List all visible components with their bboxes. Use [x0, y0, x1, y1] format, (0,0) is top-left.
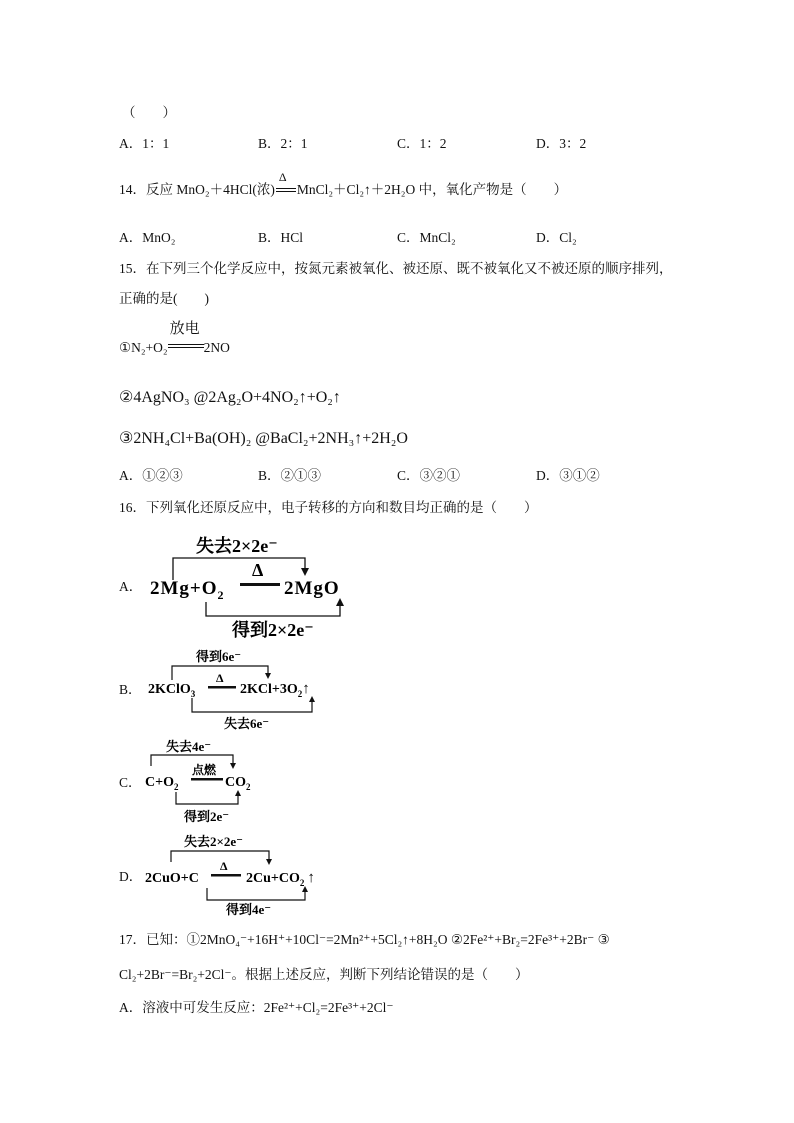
q14-condition-arrow: [275, 170, 297, 197]
q13-option-c: C．1：2: [397, 136, 447, 151]
q15-r1-left: ①N₂+O₂: [119, 340, 168, 355]
q16-option-d-label: D．: [119, 869, 143, 884]
q16a-bottom-bracket: [206, 602, 340, 616]
q16d-delta: Δ: [220, 859, 228, 873]
q16-option-a-diagram: [140, 530, 370, 642]
q16-option-d-diagram: [140, 832, 350, 922]
q15-stem-line2: 正确的是( ): [119, 291, 209, 306]
q14-suffix: 中，氧化产物是（ ）: [415, 182, 568, 197]
q16b-right: $2KCl+3O_2↑$: [240, 681, 310, 699]
q14-delta: Δ: [278, 170, 287, 184]
q14-option-b: B．HCl: [258, 230, 304, 245]
q16a-bottom-arrowhead: [336, 598, 344, 606]
q16a-right: 2MgO: [284, 578, 340, 599]
q14-option-c: C．MnCl₂: [397, 230, 456, 245]
q16d-left: 2CuO+C: [145, 871, 199, 886]
q14-products: MnCl₂＋Cl₂↑＋2H₂O: [296, 182, 416, 197]
q15-stem-line1: 15．在下列三个化学反应中，按氮元素被氧化、被还原、既不被氧化又不被还原的顺序排列，: [119, 261, 673, 276]
q14-stem: [119, 170, 568, 197]
q16c-condition: 点燃: [192, 763, 217, 777]
q16b-left: 2KClO$_3$: [148, 682, 196, 699]
q15-reaction-2: ②4AgNO₃ @2Ag₂O+4NO₂↑+O₂↑: [119, 389, 341, 406]
q15-r1-condition-arrow: [168, 321, 204, 355]
q17-option-a: A．溶液中可发生反应：2Fe²⁺+Cl₂=2Fe³⁺+2Cl⁻: [119, 1000, 394, 1015]
q16-option-c-label: C．: [119, 775, 142, 790]
q16c-top-label: 失去4e⁻: [166, 739, 212, 754]
q16c-left: $C+O_2$: [145, 775, 179, 792]
q16a-top-label: 失去2×2e⁻: [196, 536, 278, 556]
q16-option-a-label: A．: [119, 579, 143, 594]
q16b-bottom-label: 失去6e⁻: [224, 716, 270, 731]
q16c-right: $CO_2$: [225, 775, 251, 792]
q16-option-c-diagram: [140, 738, 280, 828]
q16a-bottom-label: 得到2×2e⁻: [232, 620, 314, 640]
q16b-top-label: 得到6e⁻: [196, 649, 242, 664]
q16d-arrow-bar: [211, 874, 241, 877]
q13-option-d: D．3：2: [536, 136, 587, 151]
q14-reactants: MnO₂＋4HCl(浓): [176, 182, 275, 197]
q17-stem-line1: 17．已知：①2MnO₄⁻+16H⁺+10Cl⁻=2Mn²⁺+5Cl₂↑+8H₂O ②2Fe²⁺+Br₂=2Fe³⁺+2Br⁻ ③: [119, 932, 610, 947]
q13-option-b: B．2：1: [258, 136, 308, 151]
q16-stem: 16．下列氧化还原反应中，电子转移的方向和数目均正确的是（ ）: [119, 500, 538, 515]
q16c-top-arrowhead: [230, 763, 236, 769]
q16c-bottom-bracket: [176, 792, 238, 804]
q16d-top-arrowhead: [266, 859, 272, 865]
q16a-top-arrowhead: [301, 568, 309, 576]
q16b-bottom-arrowhead: [309, 696, 315, 702]
q16-option-b-label: B．: [119, 682, 142, 697]
q16a-delta: Δ: [252, 560, 264, 580]
q15-reaction-3: ③2NH₄Cl+Ba(OH)₂ @BaCl₂+2NH₃↑+2H₂O: [119, 430, 408, 447]
q14-option-d: D．Cl₂: [536, 230, 577, 245]
q15-option-d: D．③①②: [536, 468, 600, 483]
q16b-arrow-bar: [208, 686, 236, 689]
q16-option-b-diagram: [140, 646, 370, 732]
q15-r1-condition: 放电: [169, 321, 200, 337]
q13-answer-paren: （ ）: [122, 105, 176, 120]
q16d-bottom-label: 得到4e⁻: [226, 902, 272, 917]
q15-option-b: B．②①③: [258, 468, 322, 483]
q15-option-a: A．①②③: [119, 468, 183, 483]
q16b-delta: Δ: [216, 671, 224, 685]
q15-option-c: C．③②①: [397, 468, 461, 483]
q15-reaction-1: [119, 321, 230, 355]
q16a-top-bracket: [173, 558, 305, 580]
q16c-arrow-bar: [191, 778, 223, 781]
q16c-bottom-label: 得到2e⁻: [184, 809, 230, 824]
q16b-top-arrowhead: [265, 673, 271, 679]
q16c-bottom-arrowhead: [235, 790, 241, 796]
q16d-right: $2Cu+CO_2$ ↑: [246, 870, 315, 888]
q16d-bottom-bracket: [207, 888, 305, 900]
q16a-left: $2Mg+O_2$: [150, 578, 225, 602]
q17-stem-line2: Cl₂+2Br⁻=Br₂+2Cl⁻。根据上述反应，判断下列结论错误的是（ ）: [119, 967, 529, 982]
q14-option-a: A．MnO₂: [119, 230, 176, 245]
q13-option-a: A．1：1: [119, 136, 170, 151]
q16d-top-label: 失去2×2e⁻: [184, 834, 244, 849]
q16b-bottom-bracket: [192, 698, 312, 712]
q16a-arrow-bar: [240, 583, 280, 586]
q14-prefix: 14．反应: [119, 182, 177, 197]
q15-r1-right: 2NO: [203, 340, 230, 355]
